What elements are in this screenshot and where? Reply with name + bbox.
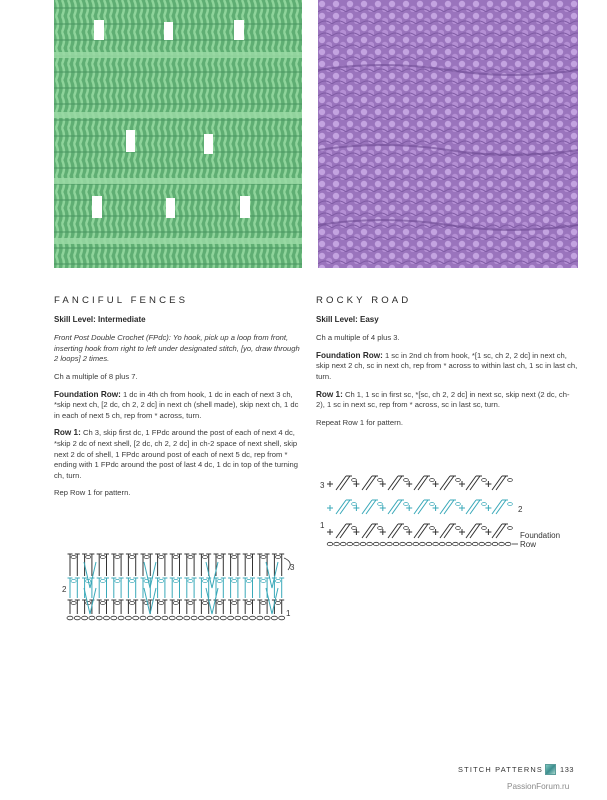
chain-stitch [257, 616, 263, 620]
skill-level: Skill Level: Intermediate [54, 314, 146, 324]
watermark: PassionForum.ru [507, 782, 570, 791]
chain-stitch [89, 616, 95, 620]
chain-stitch [74, 616, 80, 620]
cluster-stitch [440, 524, 456, 538]
chain-stitch [354, 542, 360, 545]
chain-stitch [118, 616, 124, 620]
foundation-row-text: 1 dc in 4th ch from hook, 1 dc in each of next 3 ch, *skip next ch, [2 dc, ch 2, 2 dc] in next ch (shell made), skip next ch, 1 dc in each of next 5 ch, rep from * across, turn. [54, 389, 299, 420]
chain-stitch [380, 542, 386, 545]
green-swatch-photo [54, 0, 302, 268]
chain-stitch [387, 542, 393, 545]
chain-loop [404, 503, 409, 506]
chain-stitch [177, 616, 183, 620]
shell-stitch [84, 562, 96, 614]
foundation-row-label: Foundation Row: [54, 389, 121, 399]
chain-stitch [433, 542, 439, 545]
chain-loop [246, 579, 251, 582]
chain-loop [188, 601, 193, 604]
chain-stitch [400, 542, 406, 545]
chain-loop [508, 503, 513, 506]
single-crochet-stitch [380, 505, 386, 511]
chain-loop [100, 601, 105, 604]
cluster-stitch [388, 500, 404, 514]
chain-loop [115, 555, 120, 558]
chain-loop [275, 601, 280, 604]
row-1-text: Ch 1, 1 sc in first sc, *[sc, ch 2, 2 dc] in next sc, skip next (2 dc, ch-2), 1 sc in next sc, rep from * across, sc in last sc, turn. [316, 389, 570, 410]
chain-stitch [492, 542, 498, 545]
chain-loop [232, 555, 237, 558]
fpdc-definition: Front Post Double Crochet (FPdc): Yo hook, pick up a loop from front, inserting hook from right to left under designated stitch, [yo, draw through 2 loops] 2 times. [54, 333, 300, 364]
chain-loop [217, 555, 222, 558]
chain-stitch [133, 616, 139, 620]
chain-stitch [505, 542, 511, 545]
chain-loop [404, 527, 409, 530]
row-1-label: Row 1: [316, 389, 343, 399]
page-footer [458, 764, 588, 776]
chain-stitch [184, 616, 190, 620]
row-1-instruction [316, 390, 578, 411]
cluster-stitch [492, 524, 508, 538]
chain-stitch [147, 616, 153, 620]
chain-loop [188, 555, 193, 558]
chain-stitch [198, 616, 204, 620]
chain-stitch [96, 616, 102, 620]
chain-loop [144, 555, 149, 558]
chain-stitch [155, 616, 161, 620]
chain-loop [115, 601, 120, 604]
cluster-stitch [362, 524, 378, 538]
rocky-road-stitch-chart [318, 472, 590, 560]
chain-stitch [360, 542, 366, 545]
single-crochet-stitch [327, 529, 333, 535]
chain-loop [378, 527, 383, 530]
chain-loop [129, 579, 134, 582]
chain-loop [456, 479, 461, 482]
chain-stitch [420, 542, 426, 545]
chain-stitch [334, 542, 340, 545]
chain-loop [232, 579, 237, 582]
chain-loop [100, 579, 105, 582]
cluster-stitch [336, 524, 352, 538]
chain-loop [456, 527, 461, 530]
cluster-stitch [440, 476, 456, 490]
single-crochet-stitch [485, 529, 491, 535]
row-1-text: Ch 3, skip first dc, 1 FPdc around the post of each of next 4 dc, *skip 2 dc of next shell, [2 dc, ch 2, 2 dc] in ch-2 space of next shell, skip next 2 dc of shell, 1 FPdc around post of each of next 5 dc, rep from * ending with 1 FPdc around the post of last 4 dc, 1 dc in top of the turning ch, turn. [54, 428, 298, 480]
cluster-stitch [336, 500, 352, 514]
section-name: STITCH PATTERNS [458, 765, 544, 774]
repeat-instruction: Rep Row 1 for pattern. [54, 488, 131, 498]
cluster-stitch [388, 476, 404, 490]
chain-stitch [82, 616, 88, 620]
chain-stitch [169, 616, 175, 620]
chain-stitch [140, 616, 146, 620]
chain-loop [159, 601, 164, 604]
chain-loop [173, 579, 178, 582]
chain-stitch [459, 542, 465, 545]
chain-loop [508, 479, 513, 482]
chain-loop [71, 601, 76, 604]
chain-stitch [406, 542, 412, 545]
chain-stitch [367, 542, 373, 545]
chain-stitch [453, 542, 459, 545]
repeat-instruction: Repeat Row 1 for pattern. [316, 417, 403, 427]
chain-loop [232, 601, 237, 604]
chain-loop [261, 601, 266, 604]
chain-stitch [264, 616, 270, 620]
section-icon [545, 764, 556, 775]
foundation-row-label-line2: Row [520, 540, 537, 549]
cluster-stitch [466, 524, 482, 538]
cluster-stitch [440, 500, 456, 514]
chain-stitch [479, 542, 485, 545]
single-crochet-stitch [406, 505, 412, 511]
chain-loop [100, 555, 105, 558]
foundation-row-text: 1 sc in 2nd ch from hook, *[1 sc, ch 2, 2 dc] in next ch, skip next 2 ch, sc in next ch, rep from * across to within last ch, 1 sc in last ch, turn. [316, 350, 578, 381]
chain-stitch [235, 616, 241, 620]
chain-stitch [347, 542, 353, 545]
cluster-stitch [362, 500, 378, 514]
chain-loop [159, 555, 164, 558]
chain-loop [188, 579, 193, 582]
chain-loop [217, 601, 222, 604]
chain-stitch [499, 542, 505, 545]
row-number-3: 3 [320, 481, 325, 490]
single-crochet-stitch [380, 481, 386, 487]
purple-swatch-photo [318, 0, 578, 268]
chain-loop [508, 527, 513, 530]
chain-stitch [340, 542, 346, 545]
single-crochet-stitch [353, 481, 359, 487]
chain-loop [115, 579, 120, 582]
chain-stitch [279, 616, 285, 620]
chain-loop [71, 555, 76, 558]
chain-loop [430, 479, 435, 482]
chain-loop [202, 555, 207, 558]
chain-stitch [472, 542, 478, 545]
chain-stitch [125, 616, 131, 620]
row-number-1: 1 [320, 521, 325, 530]
chain-loop [144, 601, 149, 604]
single-crochet-stitch [327, 505, 333, 511]
chain-loop [352, 527, 357, 530]
chain-stitch [213, 616, 219, 620]
row-number-2: 2 [62, 585, 67, 594]
chain-stitch [466, 542, 472, 545]
page-number: 133 [560, 765, 575, 774]
foundation-row-instruction [316, 351, 578, 383]
fanciful-fences-section [54, 296, 304, 506]
single-crochet-stitch [459, 481, 465, 487]
chain-loop [378, 479, 383, 482]
fanciful-fences-stitch-chart [62, 548, 298, 624]
rocky-road-section [316, 296, 578, 435]
chain-stitch [67, 616, 73, 620]
chain-loop [129, 601, 134, 604]
chain-loop [378, 503, 383, 506]
row-number-2: 2 [518, 505, 523, 514]
shell-stitch [266, 562, 278, 614]
chain-loop [159, 579, 164, 582]
single-crochet-stitch [485, 505, 491, 511]
chain-loop [482, 527, 487, 530]
single-crochet-stitch [485, 481, 491, 487]
chain-loop [71, 579, 76, 582]
chain-stitch [446, 542, 452, 545]
chain-loop [482, 479, 487, 482]
chain-stitch [486, 542, 492, 545]
single-crochet-stitch [327, 481, 333, 487]
pattern-title: FANCIFUL FENCES [54, 295, 189, 306]
skill-level: Skill Level: Easy [316, 314, 379, 324]
chain-loop [246, 601, 251, 604]
row-number-3: 3 [290, 563, 295, 572]
chain-stitch [206, 616, 212, 620]
cluster-stitch [336, 476, 352, 490]
foundation-row-instruction [54, 390, 304, 422]
chain-loop [246, 555, 251, 558]
chain-stitch [439, 542, 445, 545]
row-1-instruction [54, 428, 304, 481]
chain-stitch [104, 616, 110, 620]
single-crochet-stitch [459, 505, 465, 511]
cluster-stitch [414, 524, 430, 538]
row-1-label: Row 1: [54, 428, 81, 438]
single-crochet-stitch [459, 529, 465, 535]
cluster-stitch [492, 476, 508, 490]
chain-loop [261, 579, 266, 582]
single-crochet-stitch [406, 529, 412, 535]
chain-stitch [242, 616, 248, 620]
single-crochet-stitch [353, 505, 359, 511]
row-number-1: 1 [286, 609, 291, 618]
cluster-stitch [492, 500, 508, 514]
chain-stitch [111, 616, 117, 620]
chain-instruction: Ch a multiple of 8 plus 7. [54, 371, 138, 381]
single-crochet-stitch [433, 505, 439, 511]
foundation-row-label: Foundation Row: [316, 350, 383, 360]
chain-stitch [250, 616, 256, 620]
chain-stitch [191, 616, 197, 620]
chain-loop [202, 601, 207, 604]
chain-loop [202, 579, 207, 582]
pattern-title: ROCKY ROAD [316, 295, 412, 306]
chain-loop [352, 503, 357, 506]
cluster-stitch [362, 476, 378, 490]
chain-loop [430, 503, 435, 506]
chain-stitch [220, 616, 226, 620]
cluster-stitch [414, 476, 430, 490]
single-crochet-stitch [406, 481, 412, 487]
chain-loop [275, 555, 280, 558]
cluster-stitch [466, 500, 482, 514]
chain-loop [173, 555, 178, 558]
chain-loop [217, 579, 222, 582]
single-crochet-stitch [353, 529, 359, 535]
cluster-stitch [388, 524, 404, 538]
chain-loop [352, 479, 357, 482]
chain-stitch [426, 542, 432, 545]
chain-loop [173, 601, 178, 604]
foundation-row-label-line1: Foundation [520, 531, 561, 540]
chain-stitch [228, 616, 234, 620]
chain-stitch [413, 542, 419, 545]
cluster-stitch [466, 476, 482, 490]
chain-loop [404, 479, 409, 482]
cluster-stitch [414, 500, 430, 514]
single-crochet-stitch [380, 529, 386, 535]
single-crochet-stitch [433, 481, 439, 487]
chain-instruction: Ch a multiple of 4 plus 3. [316, 333, 400, 343]
single-crochet-stitch [433, 529, 439, 535]
chain-loop [129, 555, 134, 558]
chain-loop [482, 503, 487, 506]
chain-stitch [162, 616, 168, 620]
chain-loop [456, 503, 461, 506]
chain-stitch [327, 542, 333, 545]
chain-stitch [373, 542, 379, 545]
chain-loop [430, 527, 435, 530]
chain-loop [261, 555, 266, 558]
chain-loop [275, 579, 280, 582]
chain-stitch [393, 542, 399, 545]
chain-loop [86, 555, 91, 558]
chain-stitch [271, 616, 277, 620]
